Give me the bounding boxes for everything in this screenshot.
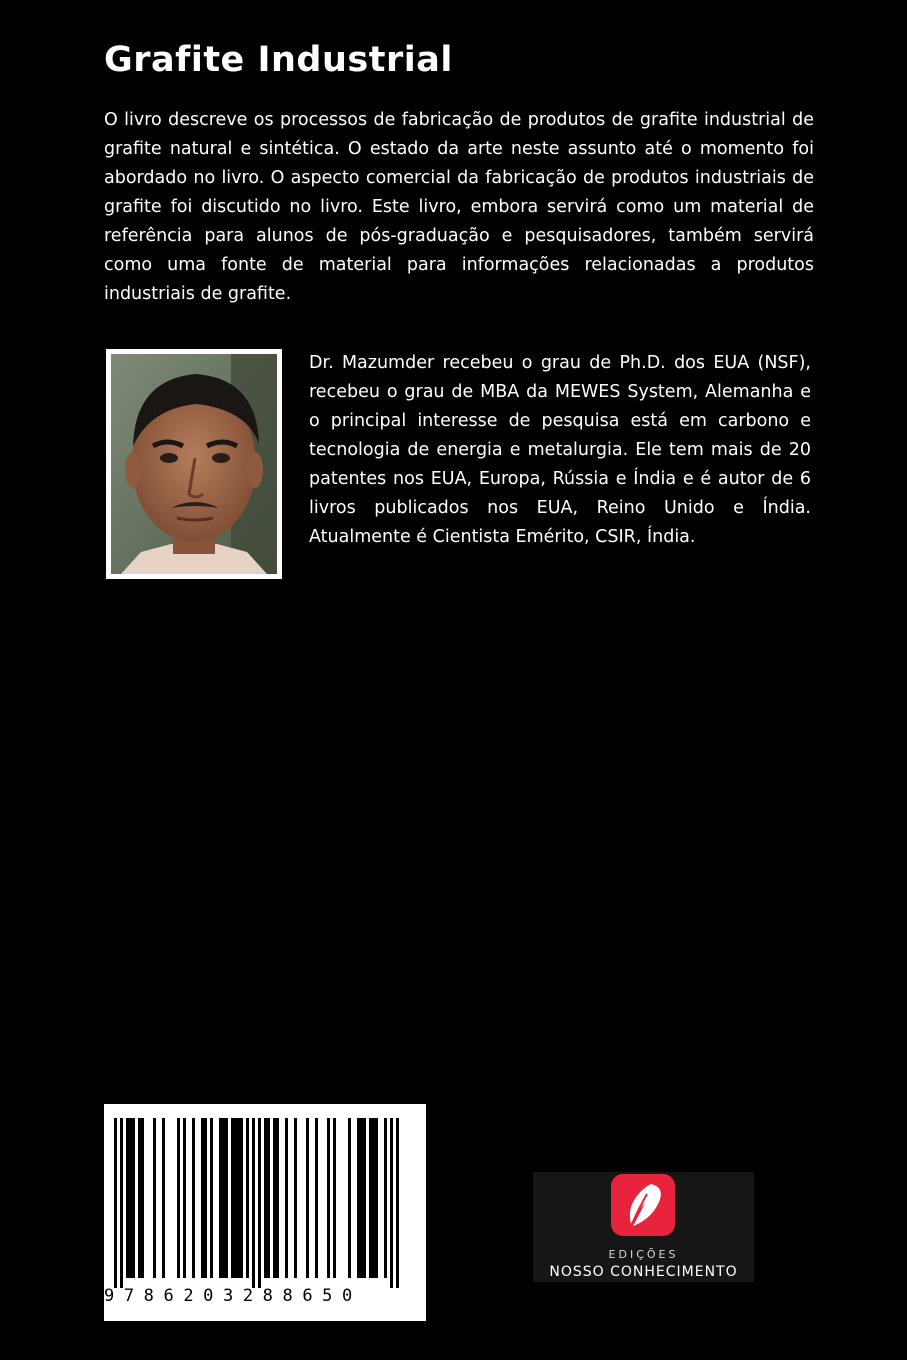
- barcode-bar: [276, 1118, 279, 1278]
- barcode-bar: [210, 1118, 213, 1278]
- barcode-bar: [153, 1118, 156, 1278]
- barcode-bar: [201, 1118, 204, 1278]
- barcode-bar: [264, 1118, 267, 1278]
- barcode-bar: [267, 1118, 270, 1278]
- publisher-edicoes-label: EDIÇÕES: [608, 1248, 679, 1261]
- barcode-bar: [162, 1118, 165, 1278]
- barcode-bar: [357, 1118, 360, 1278]
- isbn-barcode: [104, 1104, 426, 1321]
- barcode-bar: [222, 1118, 225, 1278]
- barcode-bar: [369, 1118, 372, 1278]
- feather-icon: [611, 1174, 675, 1236]
- barcode-bar: [273, 1118, 276, 1278]
- barcode-bar: [306, 1118, 309, 1278]
- barcode-bar: [360, 1118, 363, 1278]
- barcode-bar: [390, 1118, 393, 1288]
- barcode-bar: [237, 1118, 240, 1278]
- barcode-bar: [129, 1118, 132, 1278]
- barcode-bar: [327, 1118, 330, 1278]
- book-description: O livro descreve os processos de fabricação de produtos de grafite industrial de grafite natural e sintética. O estado da arte neste assunto até o momento foi abordado no livro. O aspecto comercial da fabricação de produtos industriais de grafite foi discutido no livro. Este livro, embora servirá como um material de referência para alunos de pós-graduação e pesquisadores, também servirá como uma fonte de material para informações relacionadas a produtos industriais de grafite.: [104, 110, 814, 304]
- author-photo: [106, 349, 282, 579]
- book-title: Grafite Industrial: [104, 40, 453, 80]
- barcode-bar: [348, 1118, 351, 1278]
- barcode-bar: [384, 1118, 387, 1278]
- barcode-bar: [333, 1118, 336, 1278]
- barcode-bar: [219, 1118, 222, 1278]
- barcode-bar: [204, 1118, 207, 1278]
- barcode-bar: [363, 1118, 366, 1278]
- barcode-number: 9786203288650: [104, 1286, 362, 1306]
- barcode-bar: [126, 1118, 129, 1278]
- barcode-bar: [138, 1118, 141, 1278]
- barcode-bar: [252, 1118, 255, 1288]
- barcode-bar: [375, 1118, 378, 1278]
- barcode-bar: [258, 1118, 261, 1288]
- barcode-bar: [396, 1118, 399, 1288]
- barcode-bar: [315, 1118, 318, 1278]
- barcode-bar: [246, 1118, 249, 1278]
- publisher-logo: [533, 1172, 754, 1282]
- barcode-bar: [231, 1118, 234, 1278]
- barcode-bar: [177, 1118, 180, 1278]
- barcode-bar: [285, 1118, 288, 1278]
- barcode-bar: [294, 1118, 297, 1278]
- barcode-bar: [372, 1118, 375, 1278]
- author-portrait-image: [111, 354, 277, 574]
- barcode-bar: [183, 1118, 186, 1278]
- barcode-bar: [120, 1118, 123, 1288]
- barcode-bar: [114, 1118, 117, 1288]
- author-bio: Dr. Mazumder recebeu o grau de Ph.D. dos EUA (NSF), recebeu o grau de MBA da MEWES System, Alemanha e o principal interesse de pesquisa está em carbono e tecnologia de energia e metalurgia. Ele tem mais de 20 patentes nos EUA, Europa, Rússia e Índia e é autor de 6 livros publicados nos EUA, Reino Unido e Índia. Atualmente é Cientista Emérito, CSIR, Índia.: [309, 353, 811, 547]
- barcode-bar: [240, 1118, 243, 1278]
- barcode-bar: [225, 1118, 228, 1278]
- barcode-bar: [141, 1118, 144, 1278]
- barcode-bar: [132, 1118, 135, 1278]
- publisher-name-label: NOSSO CONHECIMENTO: [549, 1264, 738, 1280]
- barcode-bar: [192, 1118, 195, 1278]
- barcode-bar: [234, 1118, 237, 1278]
